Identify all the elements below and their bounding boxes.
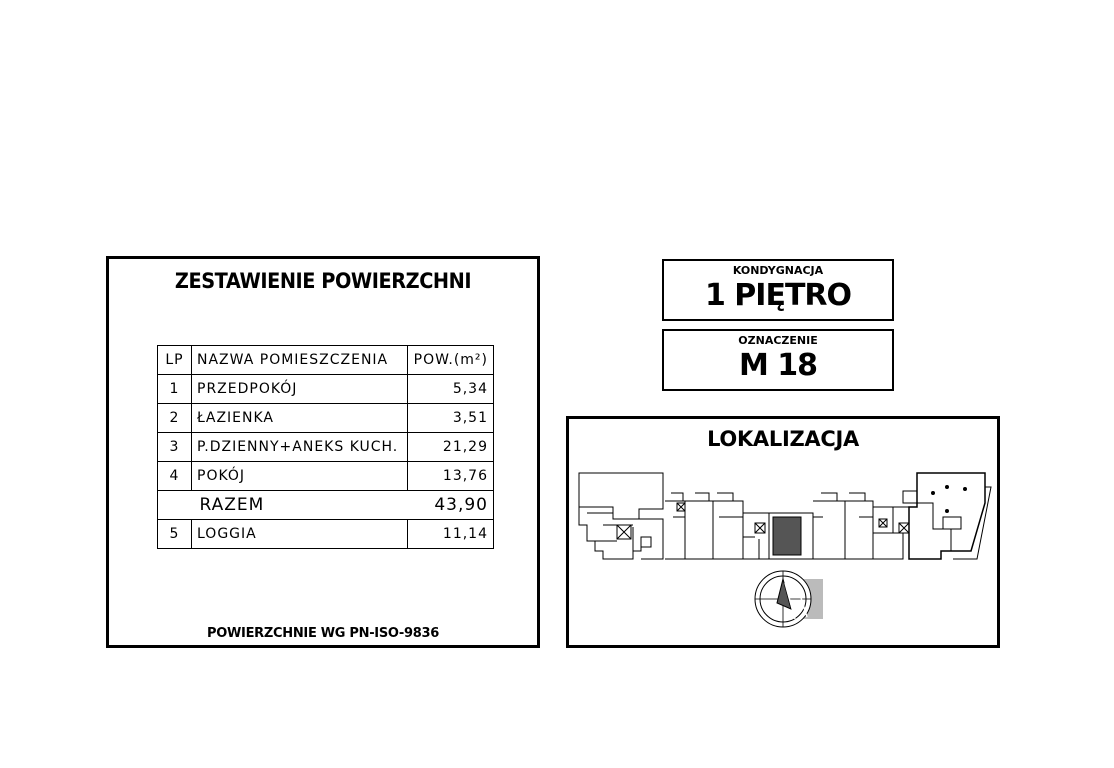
total-lp-empty: [158, 491, 192, 520]
designation-box: [662, 329, 894, 391]
plan-right-wing: [903, 473, 991, 559]
room-area: 11,14: [408, 520, 494, 549]
header-name: NAZWA POMIESZCZENIA: [192, 346, 408, 375]
room-area: 21,29: [408, 433, 494, 462]
location-site-plan: [573, 467, 993, 643]
table-row: [158, 404, 494, 433]
room-lp: 3: [158, 433, 192, 462]
room-name: PRZEDPOKÓJ: [192, 375, 408, 404]
room-name: P.DZIENNY+ANEKS KUCH.: [192, 433, 408, 462]
summary-footer: POWIERZCHNIE WG PN-ISO-9836: [207, 626, 439, 641]
table-header-row: [158, 346, 494, 375]
plan-central-wing: [665, 493, 769, 559]
location-panel: [566, 416, 1000, 648]
table-row: [158, 375, 494, 404]
table-row: [158, 520, 494, 549]
total-area: 43,90: [408, 491, 494, 520]
total-label: RAZEM: [192, 491, 408, 520]
plan-left-wing: [579, 473, 663, 559]
table-row: [158, 462, 494, 491]
total-row: [158, 491, 494, 520]
room-area: 5,34: [408, 375, 494, 404]
header-area: POW.(m²): [408, 346, 494, 375]
area-summary-panel: [106, 256, 540, 648]
table-row: [158, 433, 494, 462]
compass-icon: [755, 571, 823, 627]
designation-value: M 18: [738, 348, 818, 383]
floor-label: KONDYGNACJA: [732, 264, 824, 277]
room-name: POKÓJ: [192, 462, 408, 491]
plan-right-center-wing: [813, 493, 909, 559]
floor-box: [662, 259, 894, 321]
room-name: LOGGIA: [192, 520, 408, 549]
designation-label: OZNACZENIE: [738, 334, 818, 347]
floor-value: 1 PIĘTRO: [704, 278, 852, 313]
room-lp: 5: [158, 520, 192, 549]
area-table: [157, 345, 494, 549]
room-area: 3,51: [408, 404, 494, 433]
room-lp: 4: [158, 462, 192, 491]
summary-title: ZESTAWIENIE POWIERZCHNI: [174, 269, 472, 293]
room-lp: 1: [158, 375, 192, 404]
plan-highlighted-unit: [773, 517, 801, 555]
location-title: LOKALIZACJA: [707, 427, 859, 451]
header-lp: LP: [158, 346, 192, 375]
room-area: 13,76: [408, 462, 494, 491]
room-lp: 2: [158, 404, 192, 433]
room-name: ŁAZIENKA: [192, 404, 408, 433]
